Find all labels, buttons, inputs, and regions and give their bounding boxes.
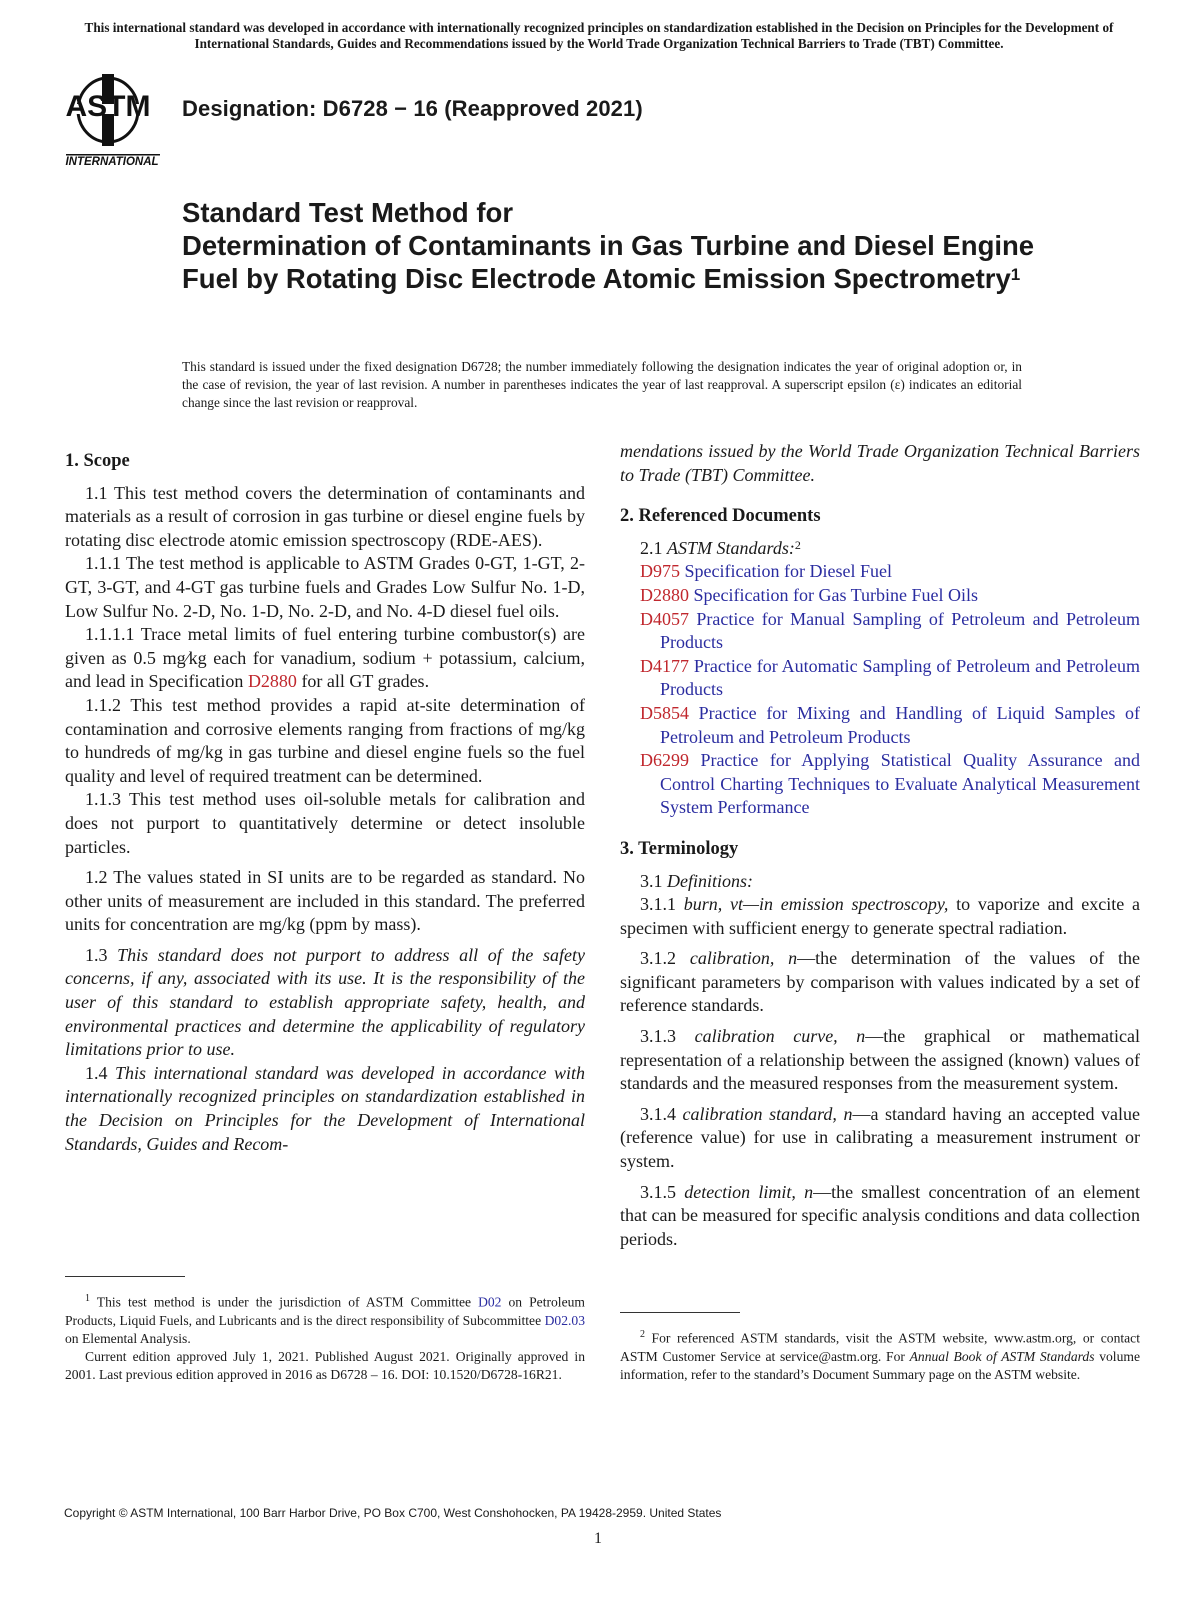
def-num: 3.1.4 [640, 1103, 683, 1124]
para-1-2: 1.2 The values stated in SI units are to be regarded as standard. No other units of measurement are included in this standard. The preferred units for concentration are mg/kg (ppm by mass). [65, 867, 585, 935]
document-title [182, 196, 1082, 295]
para-1-4-num: 1.4 [85, 1062, 115, 1083]
astm-logo [62, 70, 170, 170]
footnote-1 [65, 1290, 585, 1384]
logo-subtext: INTERNATIONAL [65, 156, 159, 168]
para-1-4 [65, 1062, 585, 1156]
def-text: —a standard having an accepted value (reference value) for use in calibrating a measurement instrument or system. [620, 1103, 1141, 1172]
def-num: 3.1.5 [640, 1181, 685, 1202]
para-1-1-2: 1.1.2 This test method provides a rapid at-site determination of contamination and corrosive elements ranging from fractions of mg/kg to hundreds of mg/kg in gas turbine and diesel engine fuels so the fuel quality and level of required treatment can be determined. [65, 694, 585, 786]
link-d02-03[interactable]: D02.03 [544, 1312, 585, 1328]
right-column [620, 440, 1140, 1251]
reference-code-link[interactable]: D2880 [640, 584, 689, 605]
footnote-1-text-c: on Elemental Analysis. [65, 1330, 191, 1346]
reference-code-link[interactable]: D6299 [640, 750, 689, 771]
reference-item [620, 749, 1140, 820]
top-note: This international standard was developed in accordance with internationally recognized principles on standardization established in the Decision on Principles for the Development of International Standards, Guides and Recommendations issued by the World Trade Organization Technical Barriers to Trade (TBT) Committee. [84, 20, 1114, 51]
designation-notice: This standard is issued under the fixed designation D6728; the number immediately following the designation indicates the year of original adoption or, in the case of revision, the year of last revision. A number in parentheses indicates the year of last reapproval. A superscript epsilon (ε) indicates an editorial change since the last revision or reapproval. [182, 359, 1022, 410]
copyright-line: Copyright © ASTM International, 100 Barr Harbor Drive, PO Box C700, West Conshohocken, PA 19428-2959. United States [64, 1506, 722, 1520]
footnote-1-edition: Current edition approved July 1, 2021. Published August 2021. Originally approved in 2001. Last previous edition approved in 2016 as D6728 – 16. DOI: 10.1520/D6728-16R21. [65, 1348, 585, 1382]
para-1-3 [65, 944, 585, 1062]
def-text: —the smallest concentration of an element that can be measured for specific analysis conditions and data collection periods. [620, 1181, 1140, 1249]
footnote-2-text-b: volume information, refer to the standard’s Document Summary page on the ASTM website. [620, 1348, 1140, 1382]
link-d2880[interactable]: D2880 [247, 671, 297, 692]
footnote-1-mark: 1 [85, 1293, 90, 1304]
title-footnote-mark: 1 [1010, 265, 1021, 284]
def-text: —the determination of the values of the significant parameters by comparison with values indicated by a set of reference standards. [620, 948, 1140, 1016]
reference-item [620, 560, 1140, 584]
def-text: to vaporize and excite a specimen with sufficient energy to generate spectral radiation. [620, 894, 1141, 938]
reference-title-link[interactable]: Practice for Manual Sampling of Petroleum and Petroleum Products [660, 608, 1140, 653]
section-3-heading: 3. Terminology [620, 838, 739, 859]
title-main: Determination of Contaminants in Gas Turbine and Diesel Engine Fuel by Rotating Disc Electrode Atomic Emission Spectrometry [182, 230, 1035, 294]
definition-3-1-3 [620, 1025, 1140, 1096]
link-d02[interactable]: D02 [478, 1294, 502, 1310]
reference-title-link[interactable]: Practice for Mixing and Handling of Liquid Samples of Petroleum and Petroleum Products [660, 702, 1140, 747]
footnote-2-mark: 2 [640, 1329, 645, 1340]
designation: Designation: D6728 − 16 (Reapproved 2021) [182, 96, 643, 121]
para-1-4-continued: mendations issued by the World Trade Organization Technical Barriers to Trade (TBT) Committee. [620, 441, 1140, 485]
page-number: 1 [594, 1530, 602, 1547]
reference-title-link[interactable]: Specification for Diesel Fuel [680, 561, 892, 582]
def-term: calibration standard, n [682, 1103, 853, 1124]
para-1-1: 1.1 This test method covers the determination of contaminants and materials as a result of corrosion in gas turbine or diesel engine fuels by rotating disc electrode atomic emission spectroscopy (RDE-AES). [65, 482, 585, 550]
footnote-rule-right [620, 1312, 740, 1313]
def-term: detection limit, n [684, 1181, 814, 1202]
definition-3-1-2 [620, 947, 1140, 1018]
para-1-1-1-1 [65, 623, 585, 694]
reference-title-link[interactable]: Specification for Gas Turbine Fuel Oils [689, 584, 978, 605]
para-2-1-text: ASTM Standards: [667, 537, 795, 558]
reference-code-link[interactable]: D975 [640, 561, 680, 582]
reference-title-link[interactable]: Practice for Applying Statistical Quality Assurance and Control Charting Techniques to Evaluate Analytical Measurement System Performance [660, 750, 1140, 818]
logo-text: ASTM [65, 90, 151, 123]
para-3-1 [620, 870, 1140, 894]
reference-title-link[interactable]: Practice for Automatic Sampling of Petroleum and Petroleum Products [660, 655, 1140, 700]
reference-item [620, 584, 1140, 608]
def-text: —the graphical or mathematical representation of a relationship between the assigned (known) values of standards and the measured responses from the measurement system. [620, 1026, 1141, 1094]
definition-3-1-5 [620, 1181, 1140, 1252]
footnote-1-text-b: on Petroleum Products, Liquid Fuels, and Lubricants and is the direct responsibility of Subcommittee [65, 1294, 585, 1328]
referenced-documents-list [620, 560, 1140, 820]
def-num: 3.1.3 [640, 1026, 695, 1047]
definition-3-1-4 [620, 1103, 1140, 1174]
footnote-2 [620, 1326, 1140, 1384]
reference-item [620, 655, 1140, 702]
para-3-1-num: 3.1 [640, 870, 667, 891]
para-1-3-text: This standard does not purport to address all of the safety concerns, if any, associated with its use. It is the responsibility of the user of this standard to establish appropriate safety, health, and environmental practices and determine the applicability of regulatory limitations prior to use. [65, 944, 585, 1060]
para-2-1-sup: 2 [794, 537, 801, 552]
para-1-3-num: 1.3 [85, 944, 118, 965]
definition-3-1-1 [620, 893, 1140, 940]
footnote-rule-left [65, 1276, 185, 1277]
para-2-1 [620, 537, 1140, 561]
para-3-1-text: Definitions: [667, 870, 753, 891]
section-2-heading: 2. Referenced Documents [620, 506, 821, 527]
title-line-1: Standard Test Method for [182, 197, 514, 228]
para-1-1-1: 1.1.1 The test method is applicable to ASTM Grades 0-GT, 1-GT, 2-GT, 3-GT, and 4-GT gas turbine fuels and Grades Low Sulfur No. 1-D, Low Sulfur No. 2-D, No. 1-D, No. 2-D, and No. 4-D diesel fuel oils. [65, 553, 585, 621]
def-num: 3.1.1 [640, 894, 684, 915]
reference-item [620, 608, 1140, 655]
section-1-heading: 1. Scope [65, 451, 130, 471]
para-1-1-3: 1.1.3 This test method uses oil-soluble metals for calibration and does not purport to quantitatively determine or detect insoluble particles. [65, 789, 585, 857]
para-2-1-num: 2.1 [640, 537, 667, 558]
footnote-2-text: For referenced ASTM standards, visit the ASTM website, www.astm.org, or contact ASTM Customer Service at service@astm.org. For [620, 1330, 1140, 1364]
reference-code-link[interactable]: D5854 [640, 702, 689, 723]
def-term: burn, vt—in emission spectroscopy, [683, 894, 949, 915]
def-num: 3.1.2 [640, 948, 690, 969]
reference-code-link[interactable]: D4177 [640, 655, 689, 676]
def-term: calibration, n [689, 948, 798, 969]
def-term: calibration curve, n [694, 1026, 866, 1047]
footnote-1-text: This test method is under the jurisdiction of ASTM Committee [90, 1294, 479, 1310]
para-1-1-1-1-end: for all GT grades. [296, 671, 430, 692]
footnote-2-italic: Annual Book of ASTM Standards [909, 1348, 1095, 1364]
left-column [65, 450, 585, 1156]
para-1-4-text: This international standard was developed in accordance with internationally recognized principles on standardization established in the Decision on Principles for the Development of International Standards, Guides and Recom- [65, 1062, 585, 1154]
reference-item [620, 702, 1140, 749]
reference-code-link[interactable]: D4057 [640, 608, 689, 629]
para-1-1-1-1-text: 1.1.1.1 Trace metal limits of fuel entering turbine combustor(s) are given as 0.5 mg⁄kg each for vanadium, sodium + potassium, calcium, and lead in Specification [65, 624, 585, 692]
